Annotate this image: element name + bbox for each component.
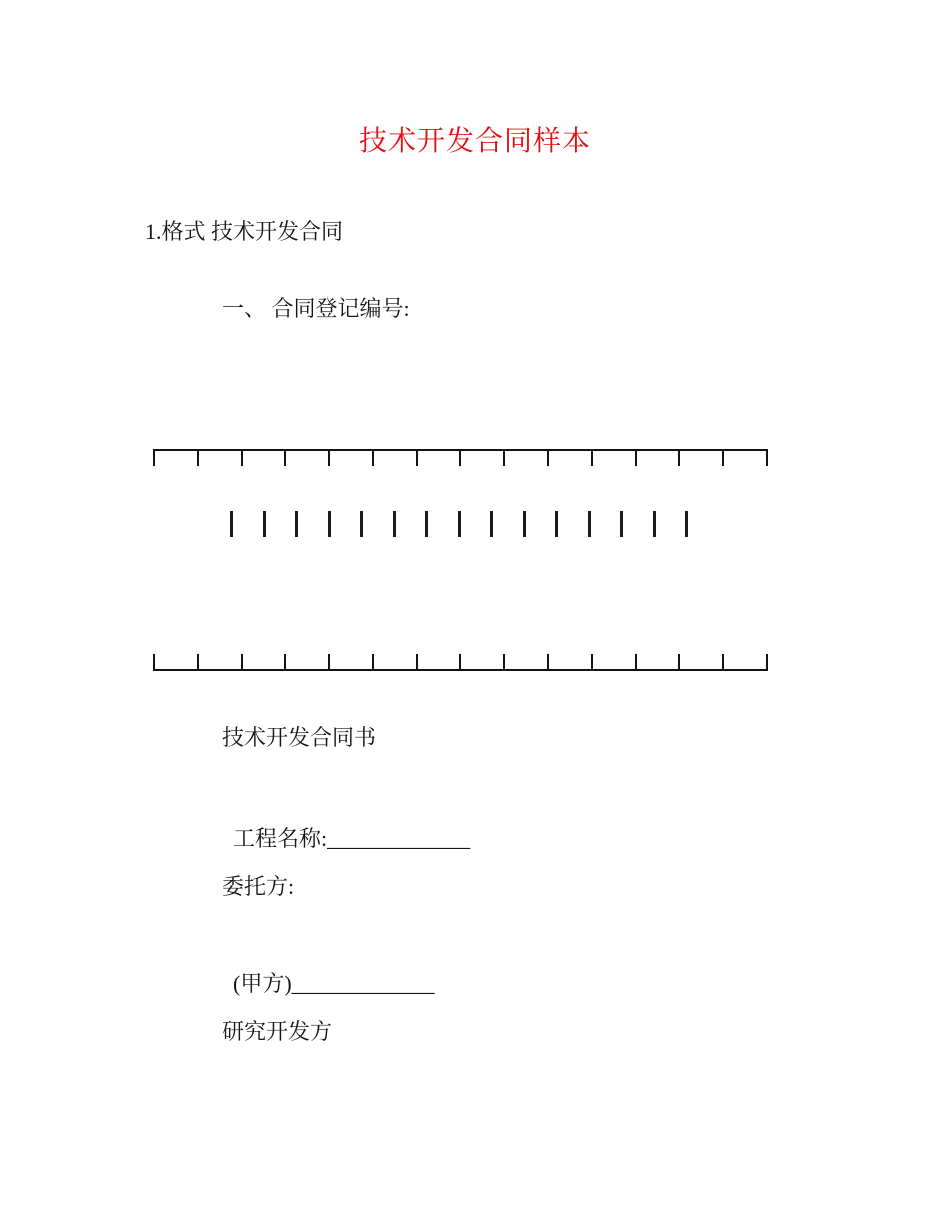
contract-document-heading: 技术开发合同书: [222, 725, 377, 750]
ruler-tick: [547, 654, 549, 669]
vertical-bar-row: [230, 511, 688, 537]
ruler-tick: [591, 654, 593, 669]
ruler-tick: [766, 654, 768, 669]
vertical-bar: [328, 511, 331, 537]
ruler-tick: [459, 451, 461, 466]
vertical-bar: [360, 511, 363, 537]
vertical-bar: [555, 511, 558, 537]
vertical-bar: [263, 511, 266, 537]
ruler-tick: [284, 654, 286, 669]
ruler-tick: [591, 451, 593, 466]
party-a-line: [222, 948, 435, 996]
ruler-tick: [284, 451, 286, 466]
ruler-tick: [328, 654, 330, 669]
ruler-tick: [197, 451, 199, 466]
ruler-tick: [503, 451, 505, 466]
ruler-tick: [416, 451, 418, 466]
ruler-tick: [241, 451, 243, 466]
ruler-tick: [547, 451, 549, 466]
ruler-tick: [153, 654, 155, 669]
format-intro-line: 1.格式 技术开发合同: [145, 219, 344, 244]
vertical-bar: [425, 511, 428, 537]
vertical-bar: [588, 511, 591, 537]
vertical-bar: [653, 511, 656, 537]
ruler-tick: [635, 451, 637, 466]
ruler-tick: [328, 451, 330, 466]
vertical-bar: [490, 511, 493, 537]
ruler-tick: [372, 451, 374, 466]
ruler-tick: [766, 451, 768, 466]
project-name-line: [222, 803, 470, 851]
ruler-tick: [153, 451, 155, 466]
vertical-bar: [230, 511, 233, 537]
developer-party-label: 研究开发方: [222, 1019, 333, 1044]
ruler-tick: [678, 654, 680, 669]
ruler-tick: [372, 654, 374, 669]
vertical-bar: [295, 511, 298, 537]
vertical-bar: [523, 511, 526, 537]
page-title: 技术开发合同样本: [358, 126, 591, 157]
vertical-bar: [458, 511, 461, 537]
ruler-tick: [722, 451, 724, 466]
ruler-tick: [197, 654, 199, 669]
project-name-label: 工程名称:: [233, 826, 328, 852]
client-party-label: 委托方:: [222, 874, 295, 899]
ruler-tick: [635, 654, 637, 669]
top-ruler-line: [153, 449, 768, 466]
vertical-bar: [620, 511, 623, 537]
vertical-bar: [685, 511, 688, 537]
bottom-ruler-line: [153, 654, 768, 671]
ruler-tick: [416, 654, 418, 669]
project-name-blank-line: _____________: [327, 826, 471, 852]
ruler-tick: [678, 451, 680, 466]
party-a-label: (甲方): [233, 971, 292, 997]
vertical-bar: [393, 511, 396, 537]
ruler-tick: [241, 654, 243, 669]
ruler-tick: [459, 654, 461, 669]
party-a-blank-line: _____________: [291, 971, 435, 997]
contract-registration-number-line: 一、 合同登记编号:: [222, 296, 410, 321]
ruler-tick: [722, 654, 724, 669]
ruler-tick: [503, 654, 505, 669]
